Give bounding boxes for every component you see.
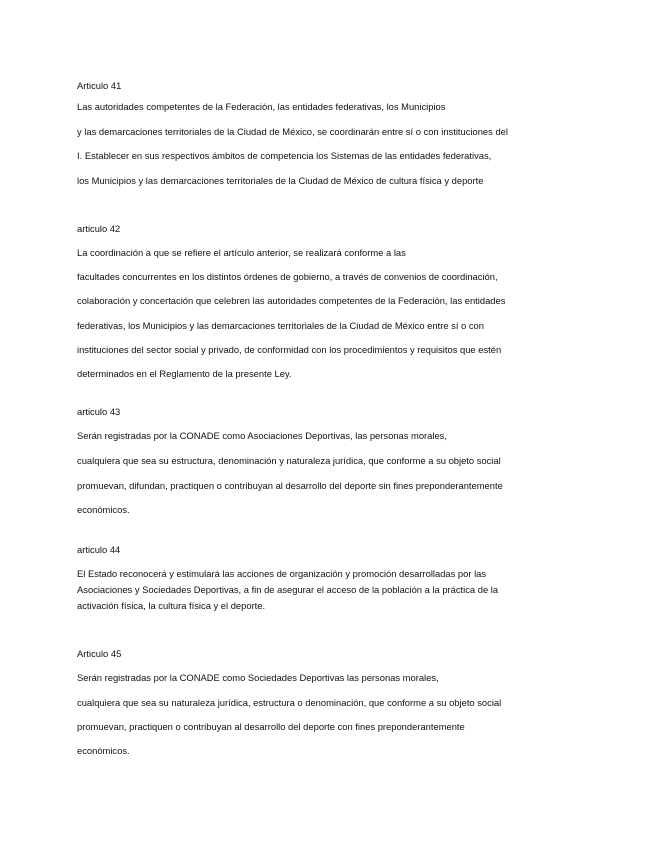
paragraph-line: y las demarcaciones territoriales de la Ciudad de México, se coordinarán entre sí o con instituciones del (77, 126, 508, 137)
paragraph-line: activación física, la cultura física y el deporte. (77, 600, 266, 611)
paragraph-line: instituciones del sector social y privado, de conformidad con los procedimientos y requisitos que estén (77, 344, 502, 355)
article-heading: Articulo 45 (77, 648, 122, 659)
paragraph-line: Las autoridades competentes de la Federación, las entidades federativas, los Municipios (77, 101, 446, 112)
paragraph-line: facultades concurrentes en los distintos órdenes de gobierno, a través de convenios de coordinación, (77, 271, 498, 282)
paragraph-line: La coordinación a que se refiere el artículo anterior, se realizará conforme a las (77, 247, 406, 258)
paragraph-line: El Estado reconocerá y estimulará las acciones de organización y promoción desarrolladas por las (77, 568, 487, 579)
paragraph-line: económicos. (77, 504, 130, 515)
article-heading: articulo 42 (77, 223, 121, 234)
paragraph-line: promuevan, practiquen o contribuyan al desarrollo del deporte con fines preponderantemente (77, 721, 465, 732)
paragraph-line: los Municipios y las demarcaciones territoriales de la Ciudad de México de cultura física y deporte (77, 175, 484, 186)
paragraph-line: cualquiera que sea su naturaleza jurídica, estructura o denominación, que conforme a su objeto social (77, 697, 502, 708)
article-heading: articulo 43 (77, 406, 121, 417)
paragraph-line: I. Establecer en sus respectivos ámbitos de competencia los Sistemas de las entidades federativas, (77, 150, 492, 161)
paragraph-line: Asociaciones y Sociedades Deportivas, a fin de asegurar el acceso de la población a la práctica de la (77, 584, 499, 595)
paragraph-line: económicos. (77, 745, 130, 756)
paragraph-line: colaboración y concertación que celebren las autoridades competentes de la Federación, las entidades (77, 295, 506, 306)
article-heading: Articulo 41 (77, 80, 122, 91)
paragraph-line: Serán registradas por la CONADE como Sociedades Deportivas las personas morales, (77, 672, 439, 683)
paragraph-line: federativas, los Municipios y las demarcaciones territoriales de la Ciudad de México entre sí o con (77, 320, 484, 331)
paragraph-line: promuevan, difundan, practiquen o contribuyan al desarrollo del deporte sin fines preponderantemente (77, 480, 503, 491)
paragraph-line: Serán registradas por la CONADE como Asociaciones Deportivas, las personas morales, (77, 430, 447, 441)
paragraph-line: determinados en el Reglamento de la presente Ley. (77, 368, 292, 379)
paragraph-line: cualquiera que sea su estructura, denominación y naturaleza jurídica, que conforme a su objeto social (77, 455, 501, 466)
article-heading: articulo 44 (77, 544, 121, 555)
